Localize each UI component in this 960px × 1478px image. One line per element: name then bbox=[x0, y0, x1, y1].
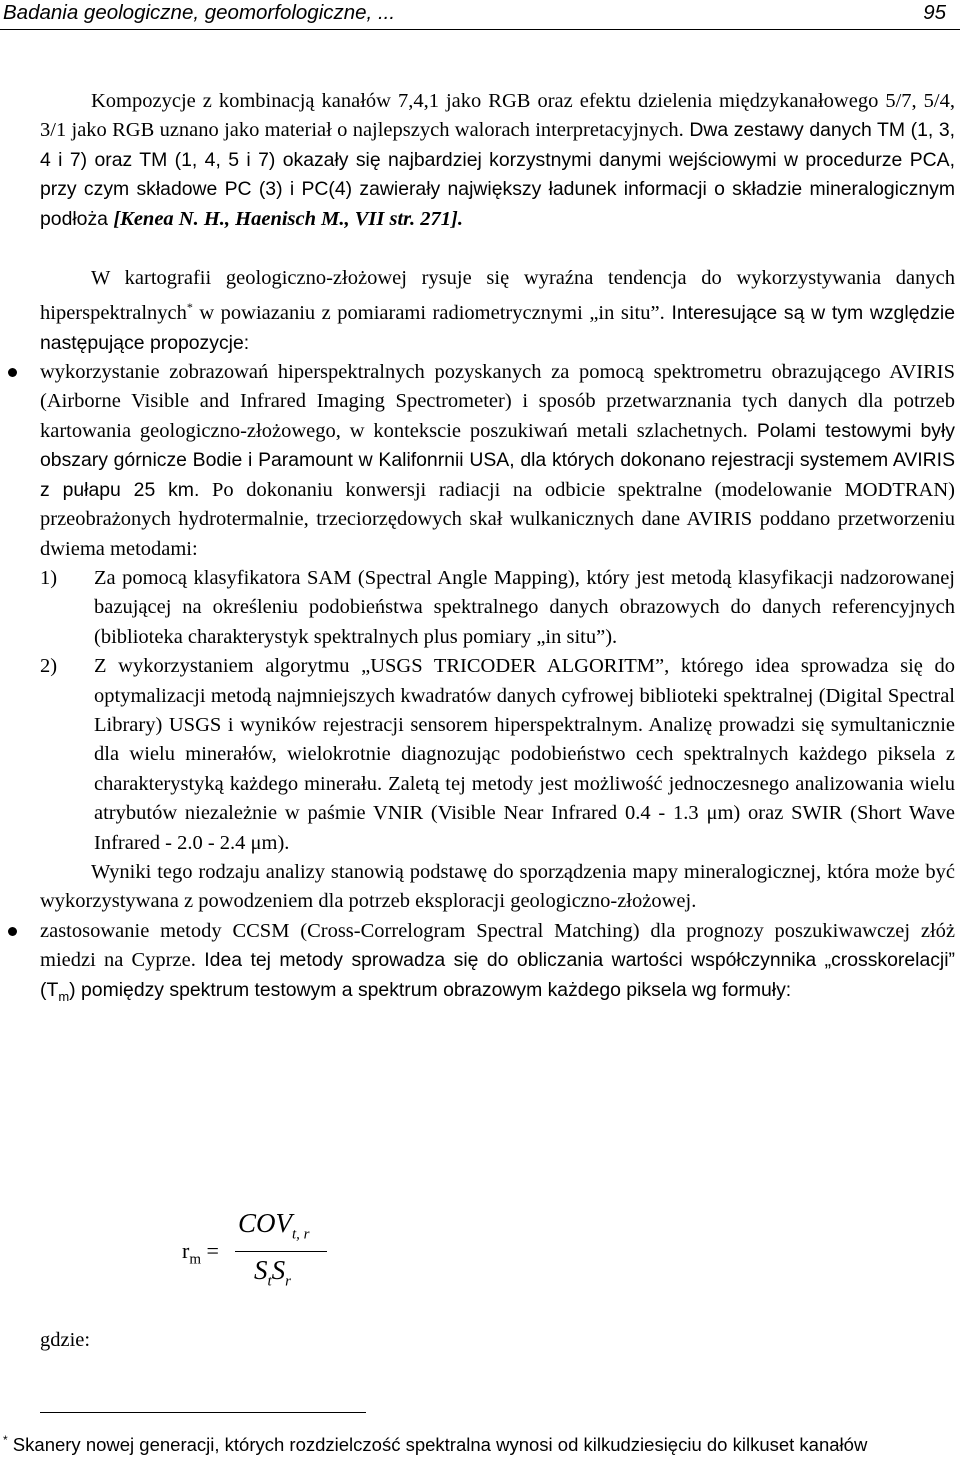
paragraph-kartografia bbox=[40, 264, 955, 358]
footnote-text: Skanery nowej generacji, których rozdzielczość spektralna wynosi od kilkudziesięciu do kilkuset kanałów bbox=[7, 1434, 868, 1456]
page-number: 95 bbox=[923, 1, 946, 24]
formula-den-b-sub: r bbox=[285, 1273, 292, 1290]
formula-lhs-sub: m bbox=[189, 1251, 201, 1268]
paragraph-wyniki bbox=[40, 858, 955, 917]
footnote-marker: * bbox=[186, 300, 193, 315]
paragraph-text: W kartografii geologiczno-złożowej rysuje się wyraźna tendencja do wykorzystywania danych hiperspektralnych bbox=[40, 267, 955, 325]
formula-equals: = bbox=[201, 1238, 219, 1263]
bullet-text: Po dokonaniu konwersji radiacji na odbicie spektralne (modelowanie MODTRAN) przeobrażonych hydrotermalnie, trzeciorzędowych skał wulkanicznych dane AVIRIS poddano przetworzeniu dwiema metodami: bbox=[40, 478, 955, 560]
footnote bbox=[3, 1428, 943, 1457]
citation: [Kenea N. H., Haenisch M., VII str. 271]. bbox=[113, 207, 463, 230]
subscript: m bbox=[58, 988, 70, 1004]
bullet-item-ccsm bbox=[40, 917, 955, 1011]
paragraph-text-sans: Dwa zestawy danych TM (1, 3, 4 i 7) oraz TM (1, 4, 5 i 7) okazały się najbardziej korzystnymi danymi wejściowymi w procedurze PCA, przy czym składowe PC (3) i PC(4) zawierały największy ładunek informacji o składzie mineralogicznym podłoża bbox=[40, 119, 955, 230]
header-rule bbox=[0, 29, 960, 30]
list-item-text: Z wykorzystaniem algorytmu „USGS TRICODER ALGORITM”, którego idea sprowadza się do optymalizacji metodą najmniejszych kwadratów danych cyfrowej biblioteki spektralnej (Digital Spectral Library) USGS i wyników rejestracji sensorem hiperspektralnym. bbox=[94, 655, 955, 736]
list-item-text: Zaletą tej metody jest możliwość jednoczesnego analizowania wielu atrybutów niezależnie w paśmie VNIR (Visible Near Infrared 0.4 - 1.3 μm) oraz SWIR (Short Wave Infrared - 2.0 - 2.4 μm). bbox=[94, 772, 955, 854]
formula-numerator-symbol: COV bbox=[238, 1208, 292, 1238]
bullet-text-sans: Idea tej metody sprowadza się do obliczania wartości współczynnika „crosskorelacji” (T bbox=[40, 949, 955, 1001]
formula-rm bbox=[182, 1208, 382, 1298]
footnote-rule bbox=[40, 1412, 366, 1413]
formula-lhs-symbol: r bbox=[182, 1238, 190, 1263]
formula-den-a-sub: t bbox=[267, 1273, 272, 1290]
bullet-text: wykorzystanie zobrazowań hiperspektralnych pozyskanych za pomocą spektrometru obrazującego AVIRIS (Airborne Visible and Infrared Imaging Spectrometer) i sposób przetwarznania tych danych dla potrzeb kartowania geologiczno-złożowego, w kontekscie poszukiwań metali szlachetnych. bbox=[40, 361, 955, 442]
list-item-method-2 bbox=[40, 652, 955, 858]
bullet-text: zastosowanie metody CCSM (Cross-Correlogram Spectral Matching) dla prognozy poszukiwawczej złóż miedzi na Cyprze. bbox=[40, 919, 955, 972]
bullet-text-sans: ) pomiędzy spektrum testowym a spektrum obrazowym każdego piksela wg formuły: bbox=[69, 978, 792, 1001]
list-number: 2) bbox=[40, 655, 58, 678]
formula-den-a: S bbox=[254, 1255, 268, 1285]
fraction-bar bbox=[235, 1251, 327, 1252]
list-item-method-1 bbox=[40, 564, 955, 652]
footnote-marker: * bbox=[3, 1433, 8, 1447]
list-item-text: Analizę prowadzi się symultanicznie dla wielu minerałów, wielokrotnie diagnozując podobieństwo cech spektralnych każdego piksela z charakterystyką każdego minerału. bbox=[94, 713, 955, 795]
formula-denominator bbox=[254, 1255, 291, 1290]
paragraph-text: Wyniki tego rodzaju analizy stanowią podstawę do sporządzenia mapy mineralogicznej, która może być wykorzystywana z powodzeniem dla potrzeb eksploracji geologiczno-złożowej. bbox=[40, 860, 955, 913]
paragraph-kompozycje bbox=[40, 87, 955, 234]
gdzie-label: gdzie: bbox=[40, 1329, 91, 1351]
formula-lhs bbox=[182, 1238, 219, 1268]
bullet-icon bbox=[8, 368, 17, 377]
list-item-text: Za pomocą klasyfikatora SAM (Spectral Angle Mapping), który jest metodą klasyfikacji nadzorowanej bazującej na określeniu podobieństwa spektralnego danych obrazowych do danych referencyjnych (biblioteka charakterystyk spektralnych plus pomiary „in situ”). bbox=[94, 566, 955, 648]
paragraph-text: w powiazaniu z pomiarami radiometrycznymi „in situ”. bbox=[192, 302, 665, 325]
formula-numerator bbox=[238, 1208, 310, 1243]
running-title: Badania geologiczne, geomorfologiczne, ... bbox=[3, 1, 396, 24]
list-number: 1) bbox=[40, 566, 58, 589]
running-header bbox=[0, 0, 960, 32]
formula-numerator-sub: t, r bbox=[292, 1226, 310, 1243]
paragraph-text: Kompozycje z kombinacją kanałów 7,4,1 jako RGB oraz efektu dzielenia międzykanałowego 5/7, 5/4, 3/1 jako RGB uznano jako materiał o najlepszych walorach interpretacyjnych. bbox=[40, 90, 955, 142]
bullet-item-aviris bbox=[40, 358, 955, 564]
bullet-icon bbox=[8, 927, 17, 936]
methods-list bbox=[40, 564, 955, 858]
formula-den-b: S bbox=[271, 1255, 286, 1285]
paragraph-text-sans: Interesujące są w tym względzie następujące propozycje: bbox=[40, 302, 956, 354]
bullet-text-sans: Polami testowymi były obszary górnicze Bodie i Paramount w Kalifonrnii USA, dla których dokonano rejestracji systemem AVIRIS z pułapu 25 km. bbox=[40, 419, 955, 501]
page-body bbox=[40, 87, 955, 1011]
